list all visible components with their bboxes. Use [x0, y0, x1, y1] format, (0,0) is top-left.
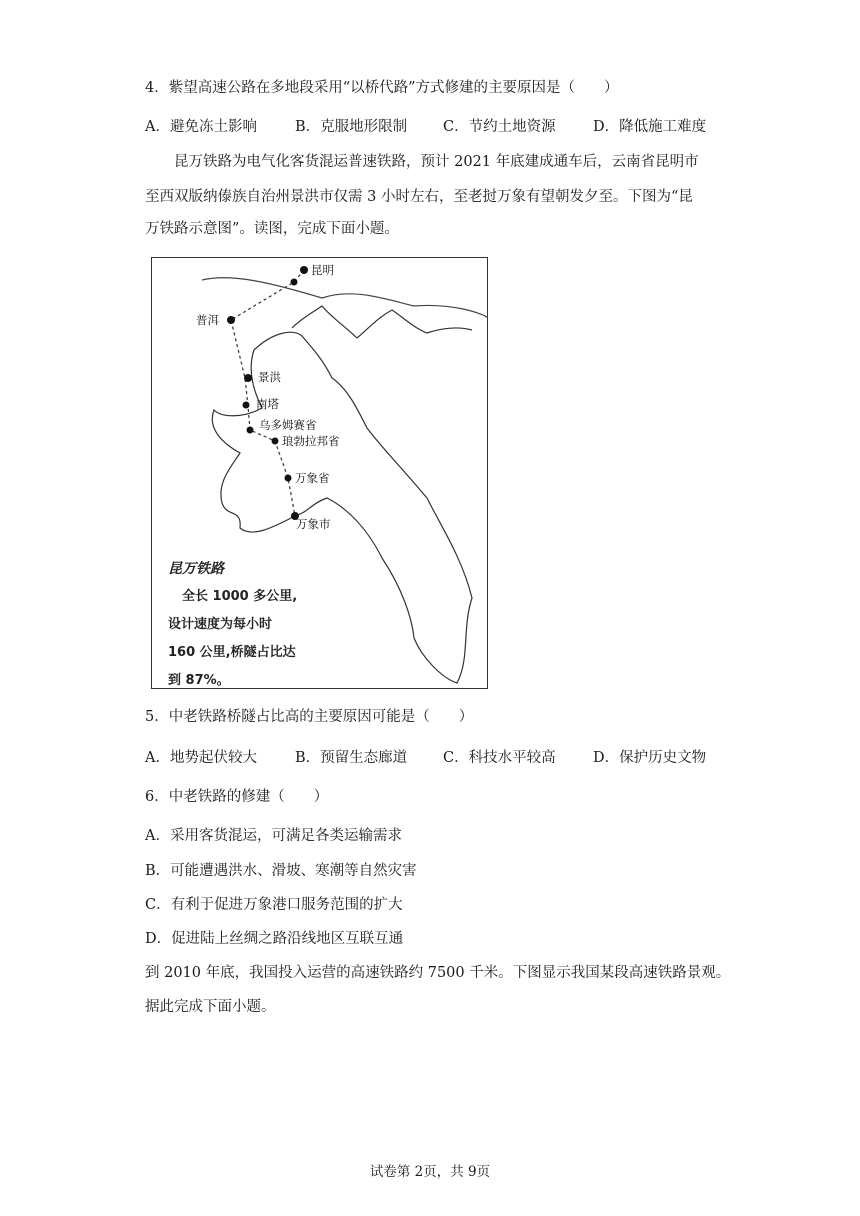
city-dot-luangprabang: [272, 438, 279, 445]
passage-2-line-1: 到 2010 年底，我国投入运营的高速铁路约 7500 千米。下图显示我国某段高速铁路景观。: [145, 965, 731, 981]
q4-option-d: D．降低施工难度: [593, 119, 707, 135]
question-5-stem: 5．中老铁路桥隧占比高的主要原因可能是（ ）: [145, 709, 474, 725]
legend-title: 昆万铁路: [168, 561, 224, 577]
legend-line-3: 160 公里,桥隧占比达: [168, 645, 296, 660]
passage-1-line-2: 至西双版纳傣族自治州景洪市仅需 3 小时左右，至老挝万象有望朝发夕至。下图为“昆: [145, 189, 693, 205]
city-dot-vientiane-province: [285, 475, 292, 482]
passage-1-line-3: 万铁路示意图”。读图，完成下面小题。: [145, 221, 399, 237]
q4-option-c: C．节约土地资源: [443, 119, 556, 135]
railway-line: [231, 270, 304, 516]
legend-line-4: 到 87%。: [168, 673, 230, 688]
city-dot-jinghong: [244, 374, 252, 382]
city-dot-intermediate: [291, 279, 298, 286]
passage-1-line-1: 昆万铁路为电气化客货混运普速铁路，预计 2021 年底建成通车后，云南省昆明市: [174, 154, 699, 170]
label-vientiane-province: 万象省: [295, 471, 330, 485]
q6-option-b: B．可能遭遇洪水、滑坡、寒潮等自然灾害: [145, 863, 417, 879]
label-vientiane: 万象市: [296, 517, 331, 531]
q6-option-a: A．采用客货混运，可满足各类运输需求: [145, 828, 402, 844]
city-dot-kunming: [300, 266, 308, 274]
q6-option-c: C．有利于促进万象港口服务范围的扩大: [145, 897, 403, 913]
city-dot-puer: [227, 316, 235, 324]
label-oudomxay: 乌多姆赛省: [259, 418, 317, 432]
legend-line-1: 全长 1000 多公里,: [182, 589, 298, 604]
question-4-stem: 4．紫望高速公路在多地段采用“以桥代路”方式修建的主要原因是（ ）: [145, 80, 619, 96]
passage-2-line-2: 据此完成下面小题。: [145, 999, 276, 1015]
map-legend: [168, 555, 297, 695]
q5-option-c: C．科技水平较高: [443, 750, 556, 766]
question-6-stem: 6．中老铁路的修建（ ）: [145, 789, 329, 805]
q6-option-d: D．促进陆上丝绸之路沿线地区互联互通: [145, 931, 404, 947]
label-kunming: 昆明: [311, 263, 334, 277]
city-dot-nanta: [243, 402, 250, 409]
label-luangprabang: 琅勃拉邦省: [282, 434, 340, 448]
label-nanta: 南塔: [256, 397, 279, 411]
city-dot-oudomxay: [247, 427, 254, 434]
q5-option-a: A．地势起伏较大: [145, 750, 257, 766]
page-footer: 试卷第 2页，共 9页: [369, 1164, 491, 1180]
north-border: [292, 306, 472, 338]
label-jinghong: 景洪: [258, 370, 281, 384]
q4-option-b: B．克服地形限制: [295, 119, 408, 135]
q5-option-d: D．保护历史文物: [593, 750, 707, 766]
q5-option-b: B．预留生态廊道: [295, 750, 408, 766]
label-puer: 普洱: [196, 313, 219, 327]
q4-option-a: A．避免冻土影响: [145, 119, 257, 135]
legend-line-2: 设计速度为每小时: [168, 617, 273, 632]
kunming-vientiane-railway-map: [151, 257, 488, 689]
